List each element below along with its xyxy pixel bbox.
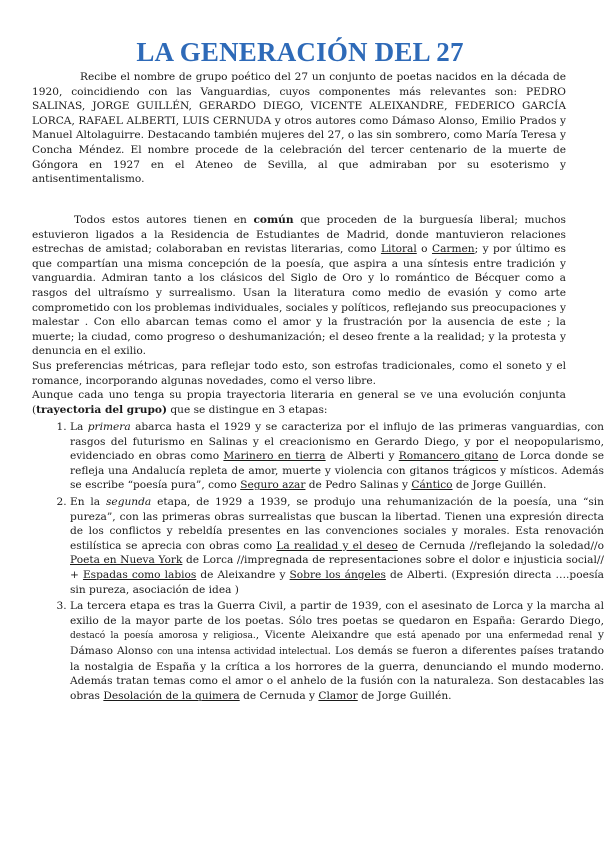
paragraph-trajectory: Aunque cada uno tenga su propia trayectoria literaria en general se ve una evolución conjunta (trayectoria del grupo) que se distingue en 3 etapas: [32,389,566,416]
list-item-stage-2: 2. En la segunda etapa, de 1929 a 1939, se produjo una rehumanización de la poesía, una “sin pureza”, con las primeras obras surrealistas que buscan la libertad. Tienen una expresión directa de los conflictos y rebeldía presentes en las convenciones sociales y morales. Esta renovación estilística se aprecia con obras como La realidad y el deseo de Cernuda //reflejando la soledad//o Poeta en Nueva York de Lorca //impregnada de representaciones sobre el dolor e injusticia social// + Espadas como labios de Aleixandre y Sobre los ángeles de Alberti. (Expresión directa ….poesía sin pureza, asociación de idea ) [70,495,604,597]
list-item-stage-3: 3. La tercera etapa es tras la Guerra Civil, a partir de 1939, con el asesinato de Lorca y la marcha al exilio de la mayor parte de los poetas. Sólo tres poetas se quedaron en España: Gerardo Diego, destacó la poesía amorosa y religiosa., Vicente Aleixandre que está apenado por una enfermedad renal y Dámaso Alonso con una intensa actividad intelectual. Los demás se fueron a diferentes países tratando la nostalgia de España y la crítica a los horrores de la guerra, denunciando el mundo moderno. Además tratan temas como el amor o el anhelo de la fusión con la naturaleza. Son destacables las obras Desolación de la quimera de Cernuda y Clamor de Jorge Guillén. [70,599,604,703]
bold-trayectoria: trayectoria del grupo) [36,403,167,416]
title-carmen: Carmen [431,243,475,256]
list-item-stage-1: 1. La primera abarca hasta el 1929 y se caracteriza por el influjo de las primeras vanguardias, con rasgos del futurismo en Salinas y el creacionismo en Gerardo Diego, y por el neopopularismo, evidenciado en obras como Marinero en tierra de Alberti y Romancero gitano de Lorca donde se refleja una Andalucía repleta de amor, muerte y violencia con gitanos trágicos y místicos. Además se escribe “poesía pura”, como Seguro azar de Pedro Salinas y Cántico de Jorge Guillén. [70,420,604,493]
paragraph-intro: Recibe el nombre de grupo poético del 27 un conjunto de poetas nacidos en la década de 1920, coincidiendo con las Vanguardias, cuyos componentes más relevantes son: PEDRO SALINAS, JORGE GUILLÉN, GERARDO DIEGO, VICENTE ALEIXANDRE, FEDERICO GARCÍA LORCA, RAFAEL ALBERTI, LUIS CERNUDA y otros autores como Dámaso Alonso, Emilio Prados y Manuel Altolaguirre. Destacando también mujeres del 27, o las sin sombrero, como María Teresa y Concha Méndez. El nombre procede de la celebración del tercer centenario de la muerte de Góngora en 1927 en el Ateneo de Sevilla, al que admiraban por su esoterismo y antisentimentalismo. [32,71,566,186]
paragraph-metrics: Sus preferencias métricas, para reflejar todo esto, son estrofas tradicionales, como el soneto y el romance, incorporando algunas novedades, como el verso libre. [32,359,566,387]
title-litoral: Litoral [380,243,417,256]
stages-list [32,420,604,705]
bold-comun: común [253,214,294,226]
paragraph-common-traits: Todos estos autores tienen en común que proceden de la burguesía liberal; muchos estuvieron ligados a la Residencia de Estudiantes de Madrid, donde mantuvieron relaciones estrechas de amistad; colaboraban en revistas literarias, como Litoral o Carmen; y por último es que compartían una misma concepción de la poesía, que aspira a una síntesis entre tradición y vanguardia. Admiran tanto a los clásicos del Siglo de Oro y lo romántico de Bécquer como a rasgos del ultraísmo y surrealismo. Usan la literatura como medio de evasión y como arte comprometido con los problemas individuales, sociales y políticos, reflejando sus preocupaciones y malestar . Con ello abarcan temas como el amor y la frustración por la ausencia de este ; la muerte; la ciudad, como progreso o deshumanización; el deseo frente a la realidad; y la protesta y denuncia en el exilio. Sus preferencias métricas, para reflejar todo esto, son estrofas tradicionales, como el soneto y el romance, incorporando algunas novedades, como el verso libre. [32,214,566,387]
page-title: LA GENERACIÓN DEL 27 [136,37,464,67]
